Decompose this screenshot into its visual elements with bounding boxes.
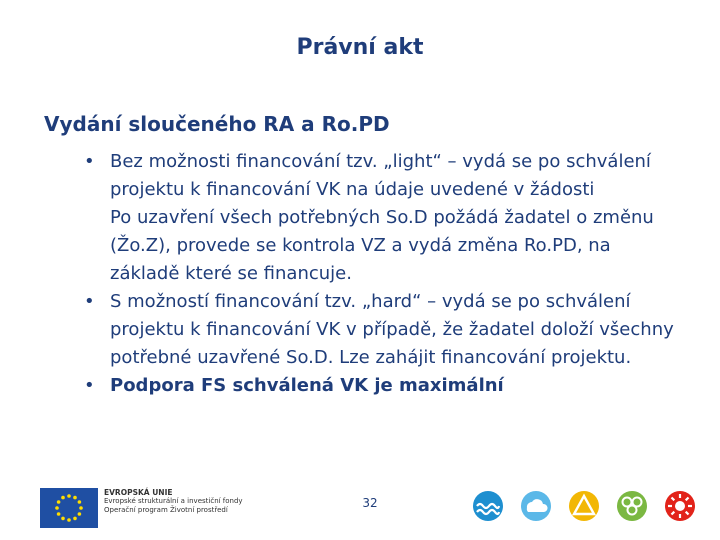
- eu-logo-text: [104, 488, 274, 515]
- page-number: 32: [362, 496, 378, 510]
- eu-stars-icon: [40, 488, 98, 528]
- list-item-text: S možností financování tzv. „hard“ – vydá se po schválení projektu k financování VK v případě, že žadatel doloží všechny potřebné uzavřené So.D. Lze zahájit financování projektu.: [110, 291, 674, 368]
- list-item: [84, 148, 684, 288]
- list-item-extra-text: Po uzavření všech potřebných So.D požádá žadatel o změnu (Žo.Z), provede se kontrola VZ a vydá změna Ro.PD, na základě které se financuje.: [110, 207, 654, 284]
- list-item: [84, 288, 684, 372]
- eu-logo-line2: Evropské strukturální a investiční fondy: [104, 497, 243, 505]
- water-icon: [470, 488, 506, 524]
- waste-icon: [566, 488, 602, 524]
- slide-title: Právní akt: [296, 35, 424, 60]
- slide-subtitle: Vydání sloučeného RA a Ro.PD: [44, 112, 390, 136]
- list-item: [84, 372, 684, 400]
- nature-icon: [614, 488, 650, 524]
- eu-logo-line3: Operační program Životní prostředí: [104, 506, 228, 514]
- energy-icon: [662, 488, 698, 524]
- bullet-list: [84, 148, 684, 400]
- list-item-text: Podpora FS schválená VK je maximální: [110, 375, 504, 396]
- bullet-icon: •: [84, 291, 95, 312]
- bullet-icon: •: [84, 375, 95, 396]
- eu-flag-icon: [40, 488, 98, 528]
- env-icons: [470, 486, 710, 534]
- air-icon: [518, 488, 554, 524]
- footer: [0, 482, 720, 540]
- eu-logo-line1: EVROPSKÁ UNIE: [104, 488, 173, 497]
- list-item-text: Bez možnosti financování tzv. „light“ – vydá se po schválení projektu k financování VK na údaje uvedené v žádosti: [110, 151, 651, 200]
- bullet-icon: •: [84, 151, 95, 172]
